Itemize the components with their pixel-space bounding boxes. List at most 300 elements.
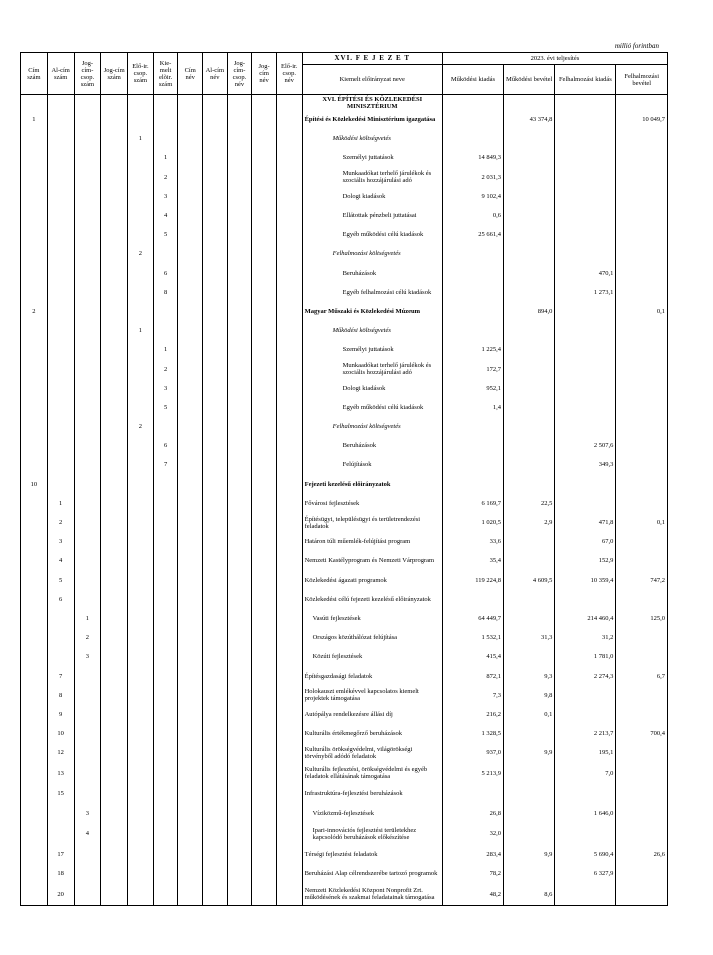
mukodesi-kiadas-cell: 5 213,9	[442, 762, 503, 784]
mukodesi-bevetel-cell	[503, 724, 554, 743]
row-name: Ellátottak pénzbeli juttatásai	[302, 206, 442, 225]
mukodesi-bevetel-cell: 31,3	[503, 628, 554, 647]
jogcim-szam-cell	[101, 823, 128, 845]
kiemelt-eloir-szam-cell	[153, 762, 178, 784]
eloir-csop-szam-cell	[128, 359, 154, 378]
jogcim-nev-cell	[252, 513, 277, 532]
kiemelt-eloir-szam-cell	[153, 494, 178, 513]
mukodesi-bevetel-cell	[503, 206, 554, 225]
table-row	[21, 148, 668, 167]
felhalmozasi-kiadas-cell: 1 646,0	[555, 804, 616, 823]
eloir-csop-nev-cell	[276, 129, 302, 148]
jogcimcsop-nev-cell	[227, 168, 252, 187]
alcim-szam-cell	[47, 187, 74, 206]
cim-nev-cell	[178, 244, 203, 263]
jogcim-szam-cell	[101, 666, 128, 685]
alcim-szam-cell: 10	[47, 724, 74, 743]
header-eloir-csop-nev: Elő-ir. csop. név	[276, 53, 302, 95]
row-name: Kulturális fejlesztési, örökségvédelmi és egyéb feladatok ellátásának támogatása	[302, 762, 442, 784]
row-name: Személyi juttatások	[302, 340, 442, 359]
row-name: Kulturális értékmegőrző beruházások	[302, 724, 442, 743]
mukodesi-kiadas-cell: 6 169,7	[442, 494, 503, 513]
alcim-szam-cell	[47, 168, 74, 187]
jogcim-nev-cell	[252, 864, 277, 883]
mukodesi-kiadas-cell: 119 224,8	[442, 571, 503, 590]
row-name: Működési költségvetés	[302, 129, 442, 148]
row-name: Építésgazdasági feladatok	[302, 666, 442, 685]
mukodesi-bevetel-cell: 0,1	[503, 705, 554, 724]
jogcimcsop-nev-cell	[227, 359, 252, 378]
jogcim-nev-cell	[252, 417, 277, 436]
mukodesi-bevetel-cell: 894,0	[503, 302, 554, 321]
mukodesi-bevetel-cell	[503, 264, 554, 283]
jogcimcsop-szam-cell: 4	[74, 823, 101, 845]
felhalmozasi-bevetel-cell	[616, 804, 668, 823]
alcim-szam-cell	[47, 302, 74, 321]
mukodesi-kiadas-cell: 78,2	[442, 864, 503, 883]
eloir-csop-nev-cell	[276, 110, 302, 129]
jogcim-szam-cell	[101, 705, 128, 724]
jogcim-szam-cell	[101, 532, 128, 551]
felhalmozasi-bevetel-cell	[616, 705, 668, 724]
felhalmozasi-bevetel-cell	[616, 494, 668, 513]
felhalmozasi-kiadas-cell	[555, 302, 616, 321]
table-row	[21, 532, 668, 551]
mukodesi-bevetel-cell	[503, 398, 554, 417]
cim-nev-cell	[178, 666, 203, 685]
jogcimcsop-szam-cell	[74, 762, 101, 784]
jogcimcsop-nev-cell	[227, 187, 252, 206]
jogcim-szam-cell	[101, 551, 128, 570]
cim-nev-cell	[178, 609, 203, 628]
cim-nev-cell	[178, 110, 203, 129]
row-name: Beruházások	[302, 436, 442, 455]
jogcim-nev-cell	[252, 628, 277, 647]
alcim-szam-cell: 5	[47, 571, 74, 590]
row-name: Infrastruktúra-fejlesztési beruházások	[302, 784, 442, 803]
felhalmozasi-bevetel-cell	[616, 206, 668, 225]
alcim-nev-cell	[203, 148, 228, 167]
mukodesi-kiadas-cell: 0,6	[442, 206, 503, 225]
table-row	[21, 845, 668, 864]
felhalmozasi-kiadas-cell: 31,2	[555, 628, 616, 647]
cim-nev-cell	[178, 590, 203, 609]
jogcim-szam-cell	[101, 724, 128, 743]
mukodesi-bevetel-cell	[503, 359, 554, 378]
alcim-nev-cell	[203, 379, 228, 398]
kiemelt-eloir-szam-cell	[153, 883, 178, 906]
cim-szam-cell	[21, 571, 48, 590]
eloir-csop-szam-cell	[128, 571, 154, 590]
eloir-csop-szam-cell	[128, 609, 154, 628]
alcim-szam-cell	[47, 417, 74, 436]
cim-szam-cell	[21, 845, 48, 864]
felhalmozasi-bevetel-cell	[616, 436, 668, 455]
cim-nev-cell	[178, 804, 203, 823]
eloir-csop-szam-cell: 2	[128, 417, 154, 436]
eloir-csop-szam-cell	[128, 302, 154, 321]
header-cim-szam: Cím szám	[21, 53, 48, 95]
cim-szam-cell	[21, 494, 48, 513]
felhalmozasi-kiadas-cell	[555, 590, 616, 609]
felhalmozasi-kiadas-cell	[555, 340, 616, 359]
table-row	[21, 436, 668, 455]
kiemelt-eloir-szam-cell: 5	[153, 225, 178, 244]
mukodesi-bevetel-cell	[503, 804, 554, 823]
eloir-csop-szam-cell	[128, 647, 154, 666]
jogcim-szam-cell	[101, 845, 128, 864]
jogcimcsop-nev-cell	[227, 302, 252, 321]
alcim-nev-cell	[203, 513, 228, 532]
felhalmozasi-bevetel-cell: 747,2	[616, 571, 668, 590]
felhalmozasi-bevetel-cell	[616, 864, 668, 883]
felhalmozasi-kiadas-cell: 1 781,0	[555, 647, 616, 666]
alcim-nev-cell	[203, 302, 228, 321]
table-row	[21, 762, 668, 784]
alcim-szam-cell	[47, 95, 74, 111]
row-name: Munkaadókat terhelő járulékok és szociális hozzájárulási adó	[302, 359, 442, 378]
cim-nev-cell	[178, 686, 203, 705]
table-row	[21, 494, 668, 513]
header-eloir-csop-szam: Elő-ir. csop. szám	[128, 53, 154, 95]
alcim-nev-cell	[203, 168, 228, 187]
table-row	[21, 264, 668, 283]
cim-nev-cell	[178, 206, 203, 225]
cim-nev-cell	[178, 551, 203, 570]
table-body	[21, 95, 668, 906]
felhalmozasi-bevetel-cell	[616, 244, 668, 263]
eloir-csop-nev-cell	[276, 225, 302, 244]
jogcim-szam-cell	[101, 379, 128, 398]
jogcim-szam-cell	[101, 225, 128, 244]
jogcimcsop-szam-cell	[74, 359, 101, 378]
felhalmozasi-bevetel-cell	[616, 283, 668, 302]
eloir-csop-szam-cell: 2	[128, 244, 154, 263]
alcim-nev-cell	[203, 225, 228, 244]
alcim-szam-cell	[47, 436, 74, 455]
mukodesi-bevetel-cell	[503, 823, 554, 845]
jogcim-nev-cell	[252, 95, 277, 111]
cim-szam-cell	[21, 551, 48, 570]
mukodesi-kiadas-cell: 33,6	[442, 532, 503, 551]
jogcimcsop-szam-cell: 3	[74, 647, 101, 666]
mukodesi-kiadas-cell: 1 328,5	[442, 724, 503, 743]
felhalmozasi-bevetel-cell	[616, 225, 668, 244]
table-row	[21, 743, 668, 762]
jogcimcsop-nev-cell	[227, 864, 252, 883]
jogcim-szam-cell	[101, 686, 128, 705]
eloir-csop-szam-cell	[128, 686, 154, 705]
mukodesi-bevetel-cell	[503, 95, 554, 111]
felhalmozasi-kiadas-cell: 2 213,7	[555, 724, 616, 743]
alcim-szam-cell: 7	[47, 666, 74, 685]
kiemelt-eloir-szam-cell	[153, 743, 178, 762]
alcim-nev-cell	[203, 206, 228, 225]
eloir-csop-nev-cell	[276, 206, 302, 225]
alcim-szam-cell: 15	[47, 784, 74, 803]
mukodesi-bevetel-cell	[503, 762, 554, 784]
eloir-csop-szam-cell	[128, 264, 154, 283]
kiemelt-eloir-szam-cell	[153, 823, 178, 845]
jogcimcsop-szam-cell	[74, 283, 101, 302]
jogcimcsop-nev-cell	[227, 784, 252, 803]
cim-nev-cell	[178, 494, 203, 513]
cim-nev-cell	[178, 417, 203, 436]
cim-szam-cell	[21, 804, 48, 823]
mukodesi-kiadas-cell: 9 102,4	[442, 187, 503, 206]
mukodesi-kiadas-cell: 283,4	[442, 845, 503, 864]
alcim-nev-cell	[203, 95, 228, 111]
jogcim-nev-cell	[252, 264, 277, 283]
eloir-csop-nev-cell	[276, 475, 302, 494]
header-jogcim-szam: Jog-cím szám	[101, 53, 128, 95]
mukodesi-kiadas-cell: 216,2	[442, 705, 503, 724]
felhalmozasi-bevetel-cell	[616, 475, 668, 494]
cim-szam-cell	[21, 628, 48, 647]
felhalmozasi-bevetel-cell: 0,1	[616, 513, 668, 532]
mukodesi-bevetel-cell	[503, 590, 554, 609]
kiemelt-eloir-szam-cell: 1	[153, 148, 178, 167]
alcim-szam-cell	[47, 148, 74, 167]
felhalmozasi-bevetel-cell: 700,4	[616, 724, 668, 743]
alcim-szam-cell	[47, 804, 74, 823]
table-row	[21, 804, 668, 823]
felhalmozasi-kiadas-cell	[555, 883, 616, 906]
cim-nev-cell	[178, 283, 203, 302]
eloir-csop-nev-cell	[276, 532, 302, 551]
jogcim-nev-cell	[252, 302, 277, 321]
felhalmozasi-kiadas-cell: 5 690,4	[555, 845, 616, 864]
jogcim-szam-cell	[101, 148, 128, 167]
jogcim-nev-cell	[252, 532, 277, 551]
eloir-csop-nev-cell	[276, 95, 302, 111]
cim-szam-cell	[21, 705, 48, 724]
jogcim-szam-cell	[101, 883, 128, 906]
felhalmozasi-kiadas-cell	[555, 148, 616, 167]
cim-nev-cell	[178, 187, 203, 206]
table-row	[21, 206, 668, 225]
table-row	[21, 340, 668, 359]
jogcimcsop-szam-cell	[74, 475, 101, 494]
eloir-csop-nev-cell	[276, 494, 302, 513]
mukodesi-kiadas-cell: 952,1	[442, 379, 503, 398]
cim-szam-cell	[21, 609, 48, 628]
eloir-csop-nev-cell	[276, 883, 302, 906]
cim-szam-cell	[21, 436, 48, 455]
mukodesi-bevetel-cell	[503, 340, 554, 359]
jogcimcsop-nev-cell	[227, 244, 252, 263]
jogcimcsop-szam-cell	[74, 417, 101, 436]
cim-szam-cell	[21, 225, 48, 244]
felhalmozasi-bevetel-cell	[616, 187, 668, 206]
cim-nev-cell	[178, 571, 203, 590]
mukodesi-bevetel-cell	[503, 475, 554, 494]
cim-szam-cell	[21, 321, 48, 340]
felhalmozasi-kiadas-cell: 2 507,6	[555, 436, 616, 455]
eloir-csop-szam-cell	[128, 743, 154, 762]
jogcimcsop-szam-cell	[74, 379, 101, 398]
kiemelt-eloir-szam-cell	[153, 95, 178, 111]
alcim-nev-cell	[203, 475, 228, 494]
jogcimcsop-szam-cell	[74, 168, 101, 187]
eloir-csop-szam-cell	[128, 804, 154, 823]
jogcimcsop-nev-cell	[227, 590, 252, 609]
header-mukodesi-bevetel: Működési bevétel	[503, 65, 554, 95]
alcim-nev-cell	[203, 551, 228, 570]
eloir-csop-szam-cell	[128, 436, 154, 455]
kiemelt-eloir-szam-cell	[153, 705, 178, 724]
alcim-szam-cell	[47, 628, 74, 647]
felhalmozasi-bevetel-cell	[616, 823, 668, 845]
alcim-nev-cell	[203, 724, 228, 743]
jogcim-nev-cell	[252, 206, 277, 225]
felhalmozasi-kiadas-cell	[555, 379, 616, 398]
felhalmozasi-kiadas-cell: 152,9	[555, 551, 616, 570]
kiemelt-eloir-szam-cell	[153, 686, 178, 705]
mukodesi-kiadas-cell	[442, 283, 503, 302]
jogcim-nev-cell	[252, 359, 277, 378]
table-row	[21, 513, 668, 532]
kiemelt-eloir-szam-cell	[153, 845, 178, 864]
cim-szam-cell	[21, 864, 48, 883]
jogcim-szam-cell	[101, 475, 128, 494]
mukodesi-kiadas-cell: 172,7	[442, 359, 503, 378]
jogcim-szam-cell	[101, 110, 128, 129]
cim-szam-cell	[21, 724, 48, 743]
eloir-csop-szam-cell	[128, 95, 154, 111]
eloir-csop-nev-cell	[276, 244, 302, 263]
jogcimcsop-nev-cell	[227, 417, 252, 436]
mukodesi-kiadas-cell: 1 532,1	[442, 628, 503, 647]
eloir-csop-szam-cell	[128, 883, 154, 906]
row-name: Egyéb működési célú kiadások	[302, 398, 442, 417]
cim-szam-cell	[21, 148, 48, 167]
mukodesi-bevetel-cell	[503, 168, 554, 187]
cim-nev-cell	[178, 864, 203, 883]
eloir-csop-nev-cell	[276, 590, 302, 609]
jogcim-szam-cell	[101, 168, 128, 187]
eloir-csop-nev-cell	[276, 359, 302, 378]
felhalmozasi-bevetel-cell	[616, 532, 668, 551]
mukodesi-bevetel-cell	[503, 609, 554, 628]
table-row	[21, 283, 668, 302]
jogcim-nev-cell	[252, 436, 277, 455]
felhalmozasi-bevetel-cell	[616, 686, 668, 705]
jogcimcsop-nev-cell	[227, 804, 252, 823]
jogcimcsop-nev-cell	[227, 321, 252, 340]
header-period: 2023. évi teljesítés	[442, 53, 667, 65]
alcim-szam-cell: 3	[47, 532, 74, 551]
eloir-csop-nev-cell	[276, 398, 302, 417]
jogcim-nev-cell	[252, 823, 277, 845]
alcim-szam-cell: 12	[47, 743, 74, 762]
alcim-szam-cell: 2	[47, 513, 74, 532]
jogcim-szam-cell	[101, 340, 128, 359]
felhalmozasi-bevetel-cell	[616, 95, 668, 111]
kiemelt-eloir-szam-cell	[153, 532, 178, 551]
jogcim-nev-cell	[252, 784, 277, 803]
eloir-csop-nev-cell	[276, 804, 302, 823]
felhalmozasi-kiadas-cell: 10 359,4	[555, 571, 616, 590]
jogcim-szam-cell	[101, 417, 128, 436]
alcim-szam-cell	[47, 321, 74, 340]
jogcimcsop-szam-cell	[74, 148, 101, 167]
kiemelt-eloir-szam-cell	[153, 804, 178, 823]
felhalmozasi-bevetel-cell	[616, 129, 668, 148]
felhalmozasi-kiadas-cell: 471,8	[555, 513, 616, 532]
felhalmozasi-kiadas-cell: 349,3	[555, 455, 616, 474]
jogcimcsop-szam-cell	[74, 436, 101, 455]
mukodesi-kiadas-cell: 35,4	[442, 551, 503, 570]
eloir-csop-szam-cell	[128, 845, 154, 864]
cim-nev-cell	[178, 321, 203, 340]
cim-szam-cell	[21, 359, 48, 378]
alcim-nev-cell	[203, 359, 228, 378]
row-name: Beruházások	[302, 264, 442, 283]
jogcim-szam-cell	[101, 590, 128, 609]
cim-nev-cell	[178, 455, 203, 474]
kiemelt-eloir-szam-cell	[153, 666, 178, 685]
alcim-nev-cell	[203, 494, 228, 513]
felhalmozasi-kiadas-cell	[555, 187, 616, 206]
eloir-csop-szam-cell	[128, 455, 154, 474]
felhalmozasi-kiadas-cell: 67,0	[555, 532, 616, 551]
jogcim-nev-cell	[252, 883, 277, 906]
table-header	[21, 53, 668, 95]
alcim-nev-cell	[203, 647, 228, 666]
jogcimcsop-szam-cell	[74, 494, 101, 513]
felhalmozasi-kiadas-cell	[555, 321, 616, 340]
jogcimcsop-nev-cell	[227, 609, 252, 628]
table-row	[21, 455, 668, 474]
alcim-nev-cell	[203, 571, 228, 590]
eloir-csop-szam-cell	[128, 340, 154, 359]
felhalmozasi-kiadas-cell	[555, 494, 616, 513]
table-row	[21, 551, 668, 570]
jogcimcsop-szam-cell	[74, 244, 101, 263]
mukodesi-bevetel-cell	[503, 244, 554, 263]
jogcim-nev-cell	[252, 804, 277, 823]
jogcim-nev-cell	[252, 187, 277, 206]
alcim-nev-cell	[203, 883, 228, 906]
cim-szam-cell	[21, 206, 48, 225]
jogcimcsop-szam-cell: 2	[74, 628, 101, 647]
eloir-csop-nev-cell	[276, 436, 302, 455]
eloir-csop-nev-cell	[276, 705, 302, 724]
felhalmozasi-kiadas-cell	[555, 686, 616, 705]
jogcimcsop-szam-cell	[74, 398, 101, 417]
row-name: Egyéb felhalmozási célú kiadások	[302, 283, 442, 302]
kiemelt-eloir-szam-cell: 5	[153, 398, 178, 417]
mukodesi-kiadas-cell	[442, 475, 503, 494]
cim-nev-cell	[178, 883, 203, 906]
mukodesi-kiadas-cell: 2 031,3	[442, 168, 503, 187]
jogcimcsop-nev-cell	[227, 436, 252, 455]
jogcim-nev-cell	[252, 551, 277, 570]
kiemelt-eloir-szam-cell	[153, 302, 178, 321]
kiemelt-eloir-szam-cell	[153, 129, 178, 148]
felhalmozasi-kiadas-cell	[555, 110, 616, 129]
felhalmozasi-bevetel-cell	[616, 628, 668, 647]
row-name: Közlekedési ágazati programok	[302, 571, 442, 590]
cim-szam-cell	[21, 283, 48, 302]
jogcimcsop-szam-cell	[74, 340, 101, 359]
jogcim-nev-cell	[252, 110, 277, 129]
cim-nev-cell	[178, 475, 203, 494]
kiemelt-eloir-szam-cell	[153, 784, 178, 803]
cim-nev-cell	[178, 823, 203, 845]
table-row	[21, 110, 668, 129]
